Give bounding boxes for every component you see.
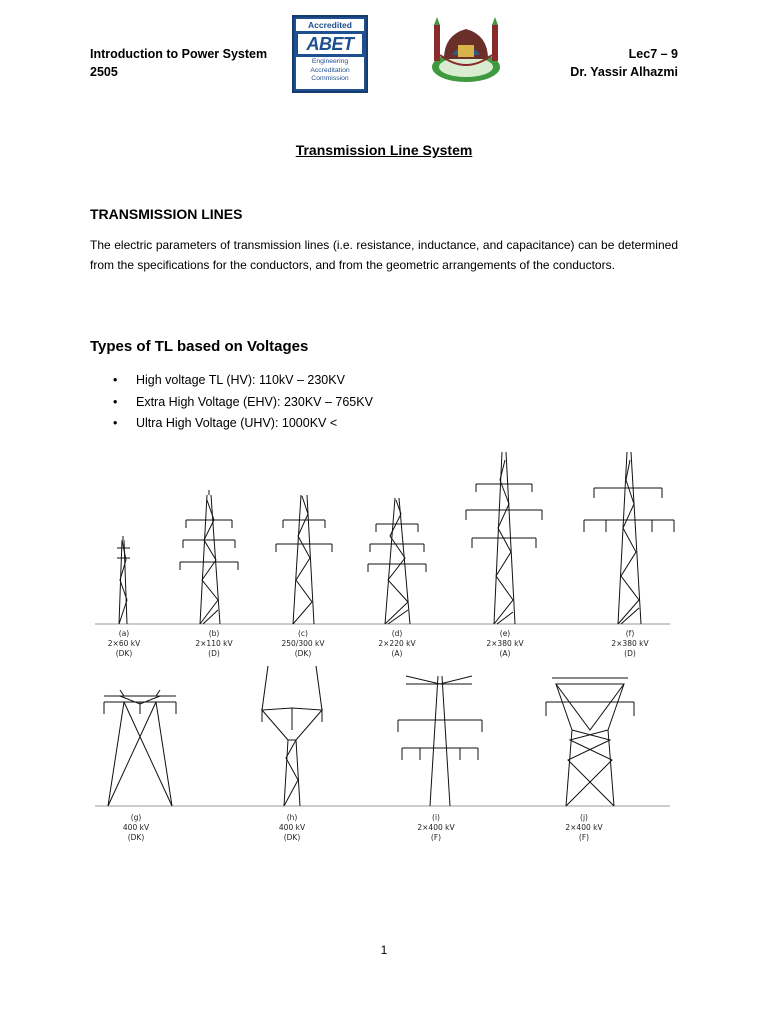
tower-d-drawing [368,498,426,624]
tower-b-drawing [180,490,238,624]
voltage-types-list [113,370,373,435]
types-heading: Types of TL based on Voltages [90,338,309,355]
tower-h-drawing [262,666,322,806]
caption-tower-a [89,629,159,659]
abet-accredited-label: Accredited [296,19,364,31]
section-paragraph: The electric parameters of transmission lines (i.e. resistance, inductance, and capacitance) can be determined from the specifications for the conductors, and from the geometric arrangements of the conductors. [90,238,678,272]
caption-rating: 400 kV [122,823,150,832]
caption-country: (F) [430,833,442,842]
caption-letter: (j) [580,813,588,822]
caption-tower-h [257,813,327,843]
caption-letter: (c) [298,629,308,638]
caption-tower-g [101,813,171,843]
tower-i-drawing [398,676,482,806]
lecture-number: Lec7 – 9 [628,47,678,61]
caption-tower-f [595,629,665,659]
caption-rating: 2×60 kV [107,639,141,648]
tower-g-drawing [104,690,176,806]
list-item: • Ultra High Voltage (UHV): 1000KV < [113,413,373,435]
tower-e-drawing [466,452,542,624]
caption-letter: (i) [432,813,440,822]
caption-rating: 2×220 kV [378,639,416,648]
header-right [570,45,678,81]
caption-rating: 2×380 kV [611,639,649,648]
caption-tower-d [362,629,432,659]
caption-tower-i [401,813,471,843]
caption-country: (A) [391,649,403,658]
caption-rating: 2×110 kV [195,639,233,648]
caption-rating: 250/300 kV [281,639,325,648]
abet-logo [292,15,368,93]
abet-line-3: Commission [311,75,349,83]
instructor-name: Dr. Yassir Alhazmi [570,65,678,79]
abet-commission [296,57,364,89]
caption-letter: (a) [118,629,130,638]
list-item: • Extra High Voltage (EHV): 230KV – 765KV [113,392,373,414]
caption-tower-j [549,813,619,843]
caption-letter: (h) [286,813,298,822]
page-title: Transmission Line System [295,142,473,158]
university-seal-logo [428,15,504,85]
list-item: • High voltage TL (HV): 110kV – 230KV [113,370,373,392]
caption-country: (DK) [115,649,133,658]
caption-letter: (d) [391,629,403,638]
caption-country: (D) [208,649,220,658]
caption-letter: (f) [625,629,635,638]
page-number: 1 [380,943,388,957]
caption-country: (F) [578,833,590,842]
caption-rating: 2×400 kV [417,823,455,832]
header-left [90,45,267,81]
abet-line-2: Accreditation [310,66,350,74]
section-heading: TRANSMISSION LINES [90,206,243,222]
caption-letter: (e) [499,629,511,638]
caption-letter: (g) [130,813,142,822]
abet-line-1: Engineering [311,58,349,65]
caption-country: (DK) [283,833,301,842]
caption-rating: 2×380 kV [486,639,524,648]
caption-country: (D) [624,649,636,658]
caption-tower-e [470,629,540,659]
caption-tower-b [179,629,249,659]
caption-country: (DK) [294,649,312,658]
tower-f-drawing [584,452,674,624]
tower-c-drawing [276,495,332,624]
caption-rating: 2×400 kV [565,823,603,832]
caption-tower-c [268,629,338,659]
caption-country: (DK) [127,833,145,842]
course-title: Introduction to Power System [90,47,268,61]
caption-letter: (b) [208,629,220,638]
caption-country: (A) [499,649,511,658]
abet-mark: ABET [298,34,362,54]
caption-rating: 400 kV [278,823,306,832]
tower-j-drawing [546,678,634,806]
course-code: 2505 [90,65,118,79]
tower-a-drawing [117,536,130,624]
